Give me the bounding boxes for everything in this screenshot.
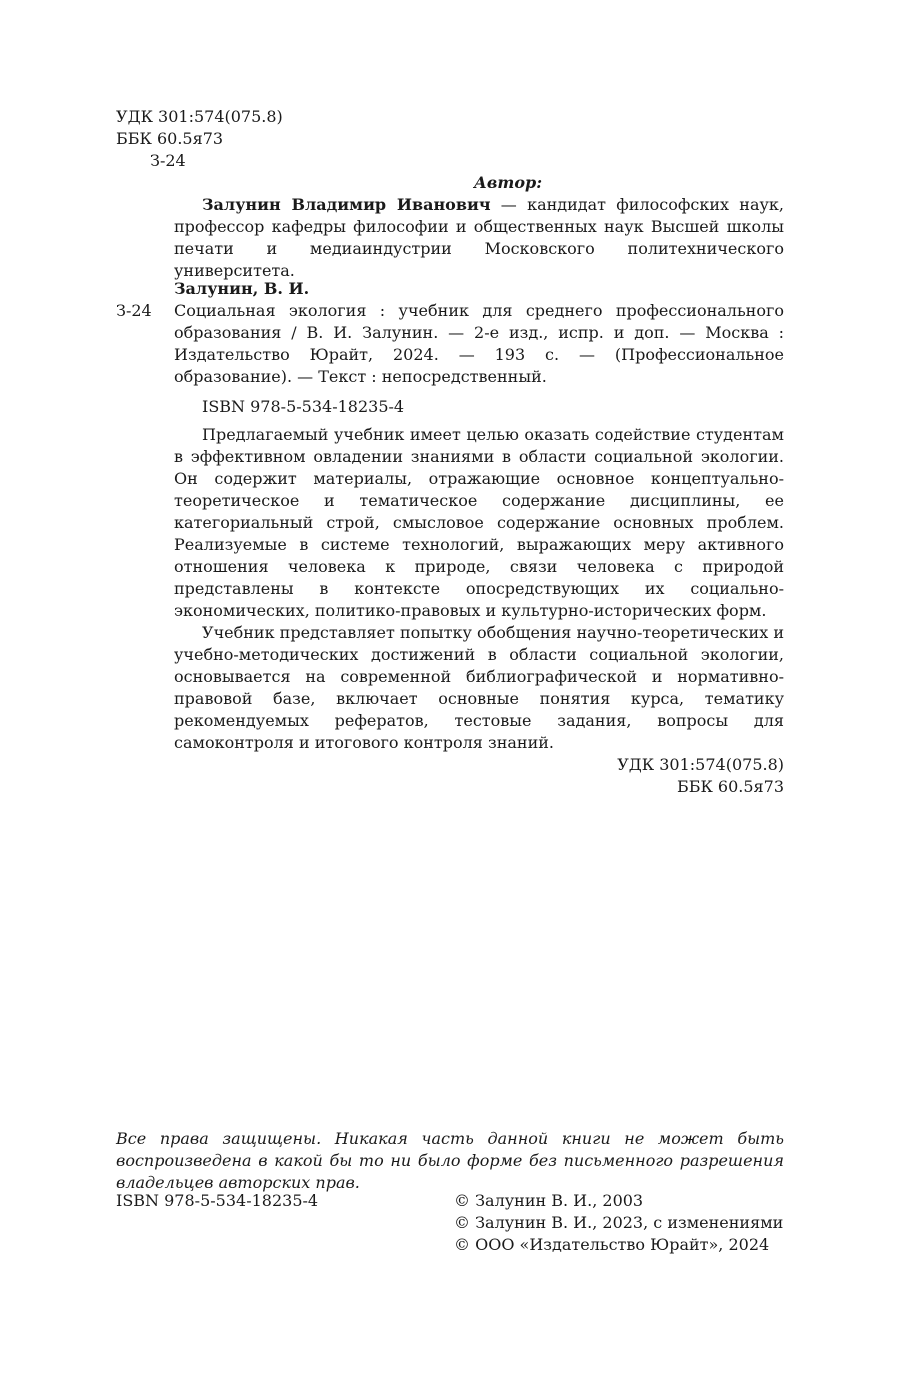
- annotation-paragraph: Предлагаемый учебник имеет целью оказать содействие студентам в эффективном овладении знаниями в области социальной экологии. Он содержит материалы, отражающие основное концептуально-теоретическое и тематическое содержание дисциплины, ее категориальный строй, смысловое содержание основных проблем. Реализуемые в системе технологий, выражающих меру активного отношения человека к природе, связи человека с природой представлены в контексте опосредствующих их социально-экономических, политико-правовых и культурно-исторических форм.: [174, 425, 784, 620]
- annotation-paragraph: Учебник представляет попытку обобщения научно-теоретических и учебно-методических достижений в области социальной экологии, основывается на современной библиографической и нормативно-правовой базе, включает основные понятия курса, тематику рекомендуемых рефератов, тестовые задания, вопросы для самоконтроля и итогового контроля знаний.: [174, 623, 784, 752]
- classification-header: [116, 106, 283, 172]
- catalog-card-body: Социальная экология : учебник для среднего профессионального образования / В. И. Залунин. — 2-е изд., испр. и доп. — Москва : Издательство Юрайт, 2024. — 193 с. — (Профессиональное образование). — Текст : непосредственный.: [174, 301, 784, 386]
- footer-isbn: ISBN 978-5-534-18235-4: [116, 1191, 319, 1210]
- annotation: [174, 424, 784, 754]
- copyright-line: © ООО «Издательство Юрайт», 2024: [454, 1235, 770, 1254]
- udk-code: УДК 301:574(075.8): [116, 107, 283, 126]
- catalog-card-code: З-24: [116, 301, 152, 320]
- author-bio: — кандидат философских наук, профессор кафедры философии и общественных наук Высшей школы печати и медиаиндустрии Московского политехнического университета.: [174, 195, 784, 280]
- copyright-line: © Залунин В. И., 2003: [454, 1191, 644, 1210]
- catalog-card-heading: Залунин, В. И.: [174, 279, 310, 298]
- copyright-line: © Залунин В. И., 2023, с изменениями: [454, 1213, 784, 1232]
- copyright-list: [454, 1190, 783, 1256]
- author-code: З-24: [150, 151, 186, 170]
- author-label: Автор:: [473, 173, 543, 192]
- author-name: Залунин Владимир Иванович: [202, 195, 491, 214]
- catalog-card-isbn: ISBN 978-5-534-18235-4: [202, 397, 405, 416]
- classification-bottom: [600, 754, 784, 798]
- bbk-code-bottom: ББК 60.5я73: [676, 777, 784, 796]
- author-description: [174, 194, 784, 282]
- udk-code-bottom: УДК 301:574(075.8): [617, 755, 784, 774]
- bbk-code: ББК 60.5я73: [116, 129, 224, 148]
- rights-notice: Все права защищены. Никакая часть данной книги не может быть воспроизведена в какой бы то ни было форме без письменного разрешения владельцев авторских прав.: [116, 1129, 784, 1192]
